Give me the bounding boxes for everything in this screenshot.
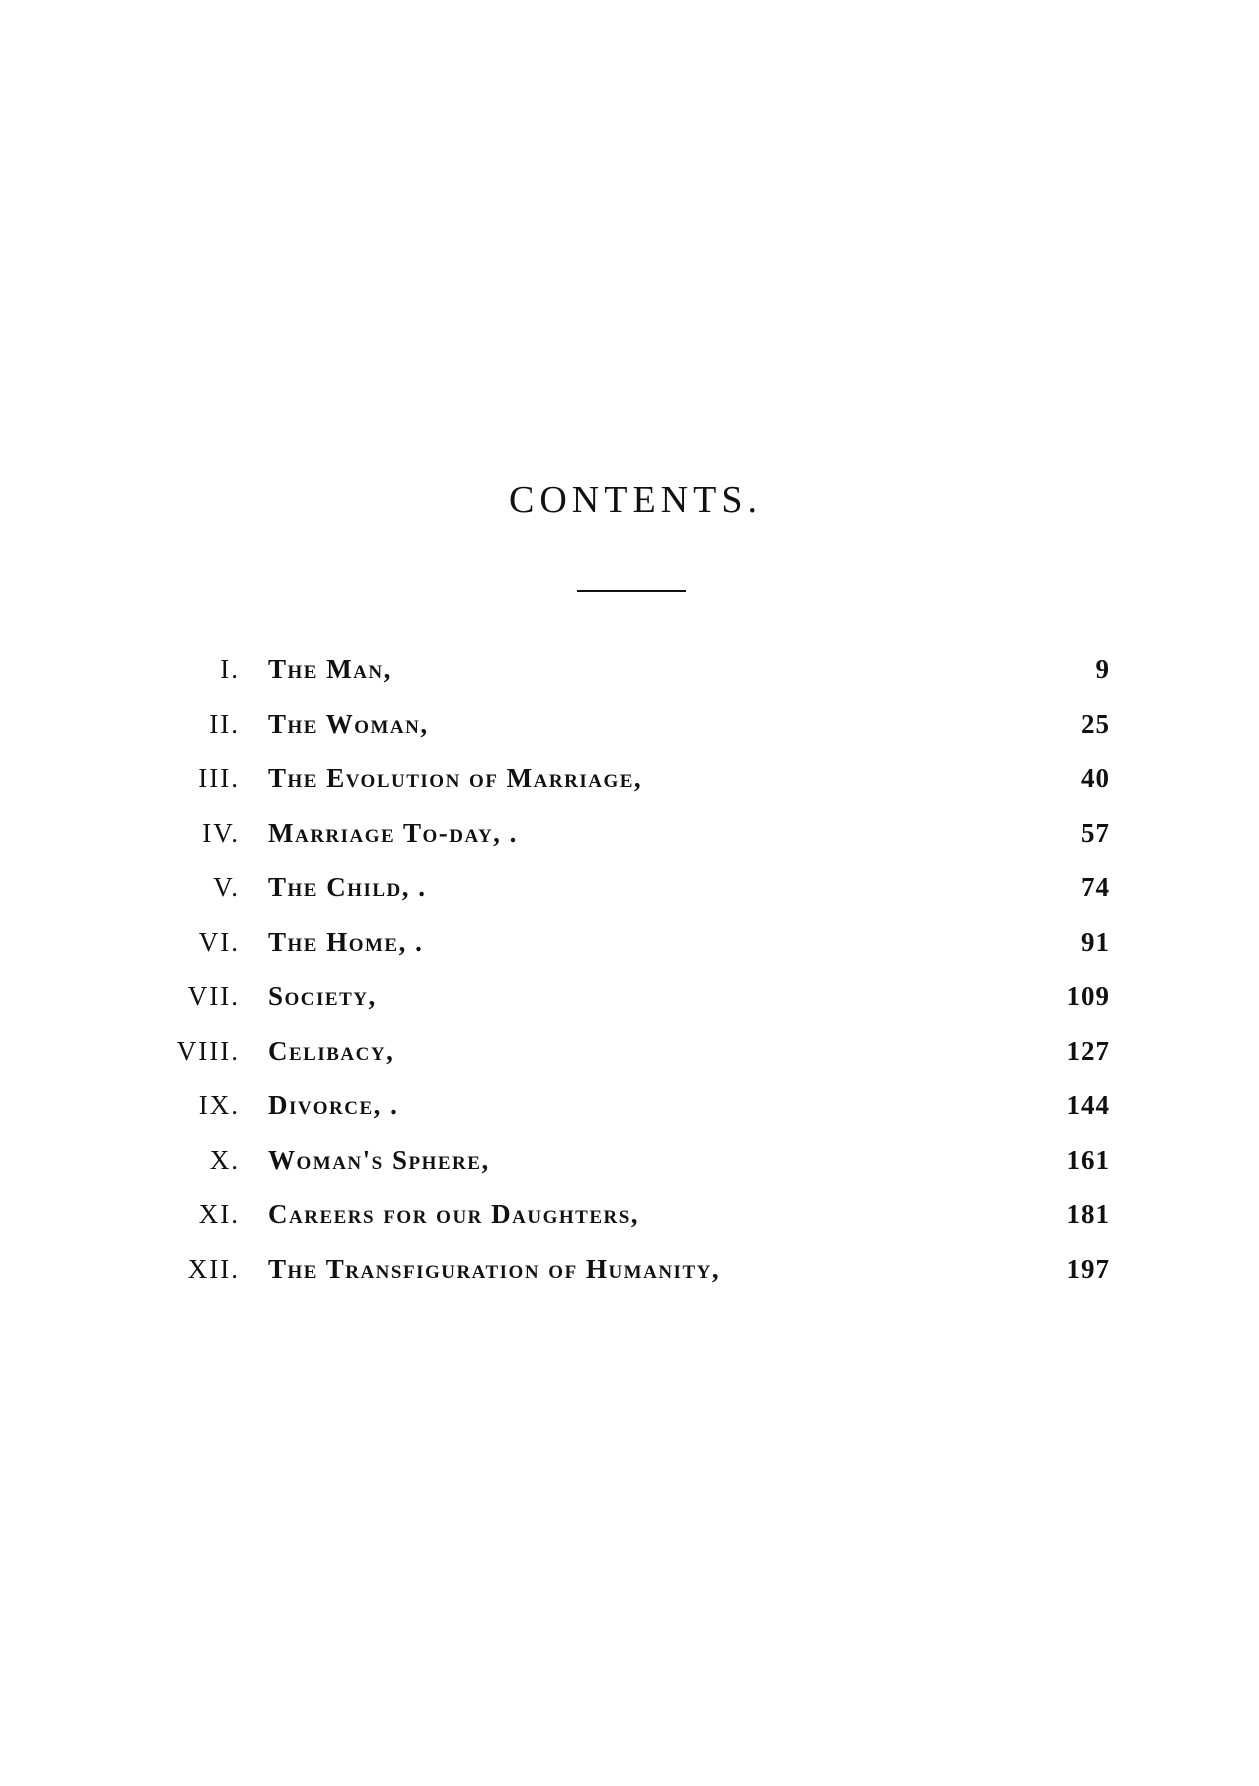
- chapter-number: XII.: [187, 1253, 240, 1284]
- page-number: 109: [1066, 981, 1110, 1011]
- toc-entry: [150, 1252, 1110, 1307]
- toc-entry: [150, 707, 1110, 762]
- chapter-number: XI.: [198, 1199, 240, 1229]
- page-number: 9: [1095, 654, 1110, 684]
- chapter-number: II.: [209, 708, 240, 739]
- chapter-title: Marriage To-day, .: [268, 817, 518, 848]
- chapter-title: The Woman,: [268, 708, 429, 739]
- toc-entry: [150, 1143, 1110, 1198]
- chapter-number: VII.: [187, 981, 240, 1011]
- chapter-title: The Home, .: [268, 926, 424, 957]
- page-number: 25: [1081, 708, 1110, 739]
- chapter-title: The Man,: [268, 654, 392, 684]
- toc-entry: [150, 979, 1110, 1034]
- toc-entry: [150, 1088, 1110, 1143]
- chapter-title: Celibacy,: [268, 1035, 395, 1066]
- toc-entry: [150, 1034, 1110, 1089]
- table-of-contents: [150, 652, 1110, 1306]
- toc-entry: [150, 1197, 1110, 1252]
- chapter-number: IX.: [198, 1090, 240, 1120]
- page-number: 161: [1066, 1144, 1110, 1175]
- toc-entry: [150, 761, 1110, 816]
- page-number: 197: [1066, 1253, 1110, 1284]
- page-number: 127: [1066, 1035, 1110, 1066]
- chapter-title: The Transfiguration of Humanity,: [268, 1253, 721, 1284]
- toc-entry: [150, 870, 1110, 925]
- chapter-title: The Child, .: [268, 872, 427, 902]
- chapter-number: III.: [198, 763, 240, 793]
- page-number: 40: [1081, 763, 1110, 793]
- chapter-title: The Evolution of Marriage,: [268, 763, 643, 793]
- chapter-number: X.: [209, 1144, 240, 1175]
- chapter-number: I.: [220, 654, 240, 684]
- contents-heading: CONTENTS.: [509, 479, 762, 521]
- chapter-number: IV.: [202, 817, 240, 848]
- toc-entry: [150, 816, 1110, 871]
- chapter-title: Society,: [268, 981, 377, 1011]
- page-number: 91: [1081, 926, 1110, 957]
- toc-entry: [150, 925, 1110, 980]
- chapter-number: VIII.: [176, 1035, 240, 1066]
- chapter-title: Careers for our Daughters,: [268, 1199, 640, 1229]
- page-number: 57: [1081, 817, 1110, 848]
- page-number: 181: [1066, 1199, 1110, 1229]
- page-number: 144: [1066, 1090, 1110, 1120]
- toc-entry: [150, 652, 1110, 707]
- chapter-title: Woman's Sphere,: [268, 1144, 490, 1175]
- heading-rule: [577, 590, 686, 592]
- chapter-number: VI.: [198, 926, 240, 957]
- chapter-title: Divorce, .: [268, 1090, 399, 1120]
- chapter-number: V.: [213, 872, 240, 902]
- page-number: 74: [1081, 872, 1110, 902]
